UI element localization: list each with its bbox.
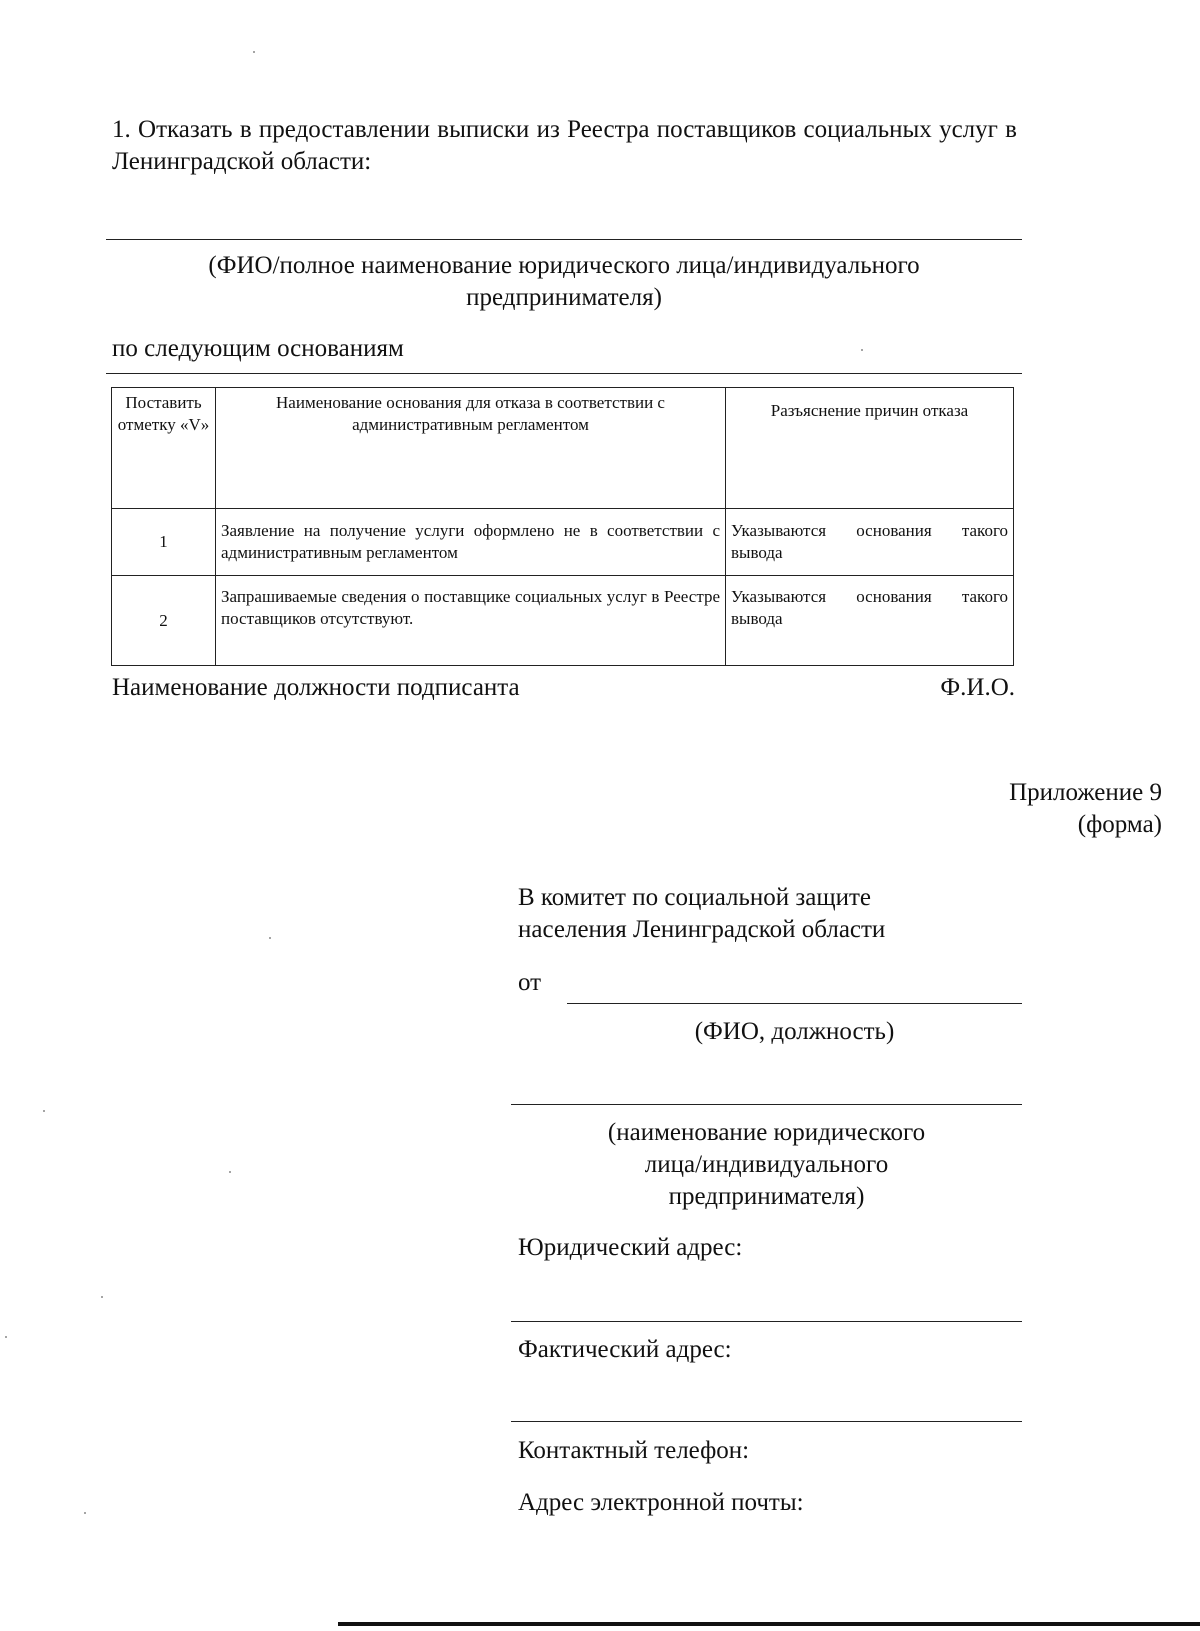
appendix-subtitle: (форма) <box>1077 811 1162 838</box>
scan-speck <box>861 349 863 351</box>
email-label: Адрес электронной почты: <box>518 1489 804 1516</box>
row-reason: Заявление на получение услуги оформлено не в соответствии с административным регламентом <box>216 509 726 576</box>
name-caption-line1: (ФИО/полное наименование юридического лица/индивидуального <box>208 252 920 279</box>
scan-speck <box>229 1171 231 1173</box>
scan-speck <box>101 1296 103 1298</box>
legal-address-fill-line[interactable] <box>511 1321 1022 1322</box>
actual-address-label: Фактический адрес: <box>518 1336 732 1363</box>
row-explanation: Указываются основания такого вывода <box>726 576 1014 666</box>
table-row <box>112 509 1014 576</box>
scan-speck <box>84 1512 86 1514</box>
scan-speck <box>253 51 255 53</box>
actual-address-fill-line[interactable] <box>511 1421 1022 1422</box>
scan-speck <box>269 937 271 939</box>
name-fill-line[interactable] <box>106 239 1022 240</box>
signer-name-label: Ф.И.О. <box>940 674 1015 701</box>
row-number[interactable]: 1 <box>112 509 216 576</box>
row-number[interactable]: 2 <box>112 576 216 666</box>
org-caption-line2: лица/индивидуального <box>644 1151 889 1178</box>
from-fill-line[interactable] <box>567 1003 1022 1004</box>
phone-label: Контактный телефон: <box>518 1437 750 1464</box>
from-label: от <box>518 969 542 996</box>
scan-speck <box>5 1336 7 1338</box>
name-caption-line2: предпринимателя) <box>466 284 662 311</box>
row-reason: Запрашиваемые сведения о поставщике социальных услуг в Реестре поставщиков отсутствуют. <box>216 576 726 666</box>
org-caption-line3: предпринимателя) <box>668 1183 865 1210</box>
signer-position-label: Наименование должности подписанта <box>112 674 520 701</box>
header-explanation: Разъяснение причин отказа <box>726 388 1014 509</box>
header-mark: Поставить отметку «V» <box>112 388 216 509</box>
addressee-line2: населения Ленинградской области <box>518 916 886 943</box>
grounds-divider <box>106 373 1022 374</box>
grounds-label: по следующим основаниям <box>112 335 404 362</box>
refusal-paragraph: 1. Отказать в предоставлении выписки из Реестра поставщиков социальных услуг в Ленинградской области: <box>112 116 1017 175</box>
organization-fill-line[interactable] <box>511 1104 1022 1105</box>
scan-edge-line <box>338 1622 1200 1626</box>
refusal-grounds-table <box>111 387 1014 666</box>
scan-speck <box>43 1110 45 1112</box>
table-header-row <box>112 388 1014 509</box>
fio-caption: (ФИО, должность) <box>694 1018 895 1045</box>
table-row <box>112 576 1014 666</box>
addressee-line1: В комитет по социальной защите <box>518 884 872 911</box>
org-caption-line1: (наименование юридического <box>607 1119 926 1146</box>
row-explanation: Указываются основания такого вывода <box>726 509 1014 576</box>
legal-address-label: Юридический адрес: <box>518 1234 743 1261</box>
header-reason: Наименование основания для отказа в соответствии с административным регламентом <box>216 388 726 509</box>
appendix-title: Приложение 9 <box>1009 779 1162 806</box>
